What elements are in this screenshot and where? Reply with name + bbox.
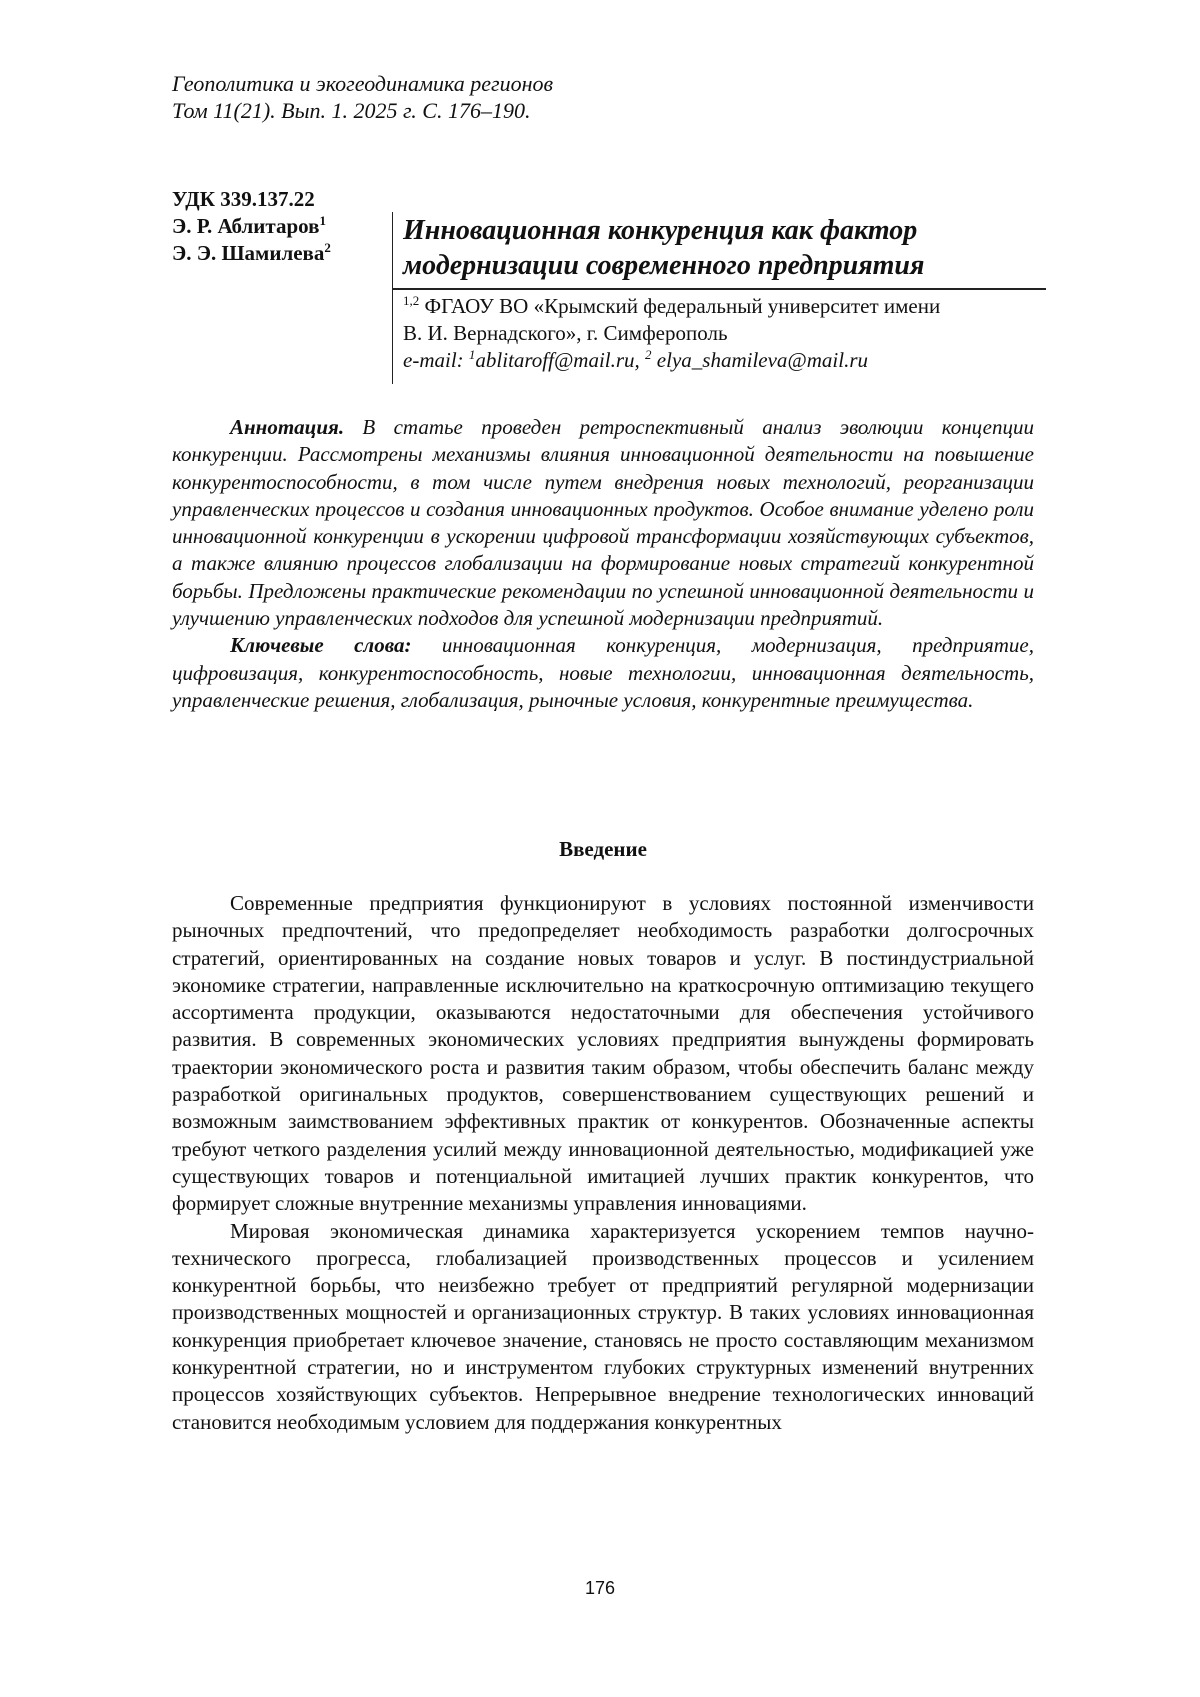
author [172,213,331,240]
author-name: Э. Р. Аблитаров [172,214,320,238]
keywords-paragraph [172,632,1034,714]
abstract-label: Аннотация. [230,415,345,439]
email-mark: 2 [645,347,652,362]
email-prefix: e-mail: [403,348,469,372]
abstract-block [172,414,1034,714]
vertical-divider [392,212,393,384]
title-line: модернизации современного предприятия [403,250,925,281]
email-mark: 1 [468,347,476,362]
email-link[interactable]: elya_shamileva@mail.ru [651,348,868,372]
email-line [403,347,1053,374]
author [172,240,331,267]
body-paragraph: Современные предприятия функционируют в условиях постоянной изменчивости рыночных предпочтений, что предопределяет необходимость разработки долгосрочных стратегий, ориентированных на создание новых товаров и услуг. В постиндустриальной экономике стратегии, направленные исключительно на краткосрочную оптимизацию текущего ассортимента продукции, оказываются недостаточными для обеспечения устойчивого развития. В современных экономических условиях предприятия вынуждены формировать траектории экономического роста и развития таким образом, чтобы обеспечить баланс между разработкой оригинальных продуктов, совершенствованием существующих решений и возможным заимствованием эффективных практик от конкурентов. Обозначенные аспекты требуют четкого разделения усилий между инновационной деятельностью, модификацией уже существующих товаров и потенциальной имитацией лучших практик конкурентов, что формирует сложные внутренние механизмы управления инновациями. [172,891,1034,1216]
journal-name: Геополитика и экогеодинамика регионов [172,71,554,96]
email-link[interactable]: ablitaroff@mail.ru, [475,348,646,372]
affiliation-text: ФГАОУ ВО «Крымский федеральный университет имени [419,294,941,318]
journal-header [172,70,553,124]
horizontal-divider [393,288,1046,290]
author-affiliation-mark: 1 [319,213,326,228]
author-list [172,213,331,267]
keywords-label: Ключевые слова: [230,633,412,658]
affiliation-block [403,293,1053,374]
affiliation-line [403,293,1053,320]
affiliation-mark: 1,2 [403,293,420,308]
title-line: Инновационная конкуренция как фактор [403,215,918,246]
abstract-text: В статье проведен ретроспективный анализ эволюции концепции конкуренции. Рассмотрены механизмы влияния инновационной деятельности на повышение конкурентоспособности, в том числе путем внедрения новых технологий, реорганизации управленческих процессов и создания инновационных продуктов. Особое внимание уделено роли инновационной конкуренции в ускорении цифровой трансформации хозяйствующих субъектов, а также влиянию процессов глобализации на формирование новых стратегий конкурентной борьбы. Предложены практические рекомендации по успешной инновационной деятельности и улучшению управленческих подходов для успешной модернизации предприятий. [172,415,1034,631]
article-title [403,213,1053,283]
affiliation-line: В. И. Вернадского», г. Симферополь [403,321,728,345]
keywords-text: инновационная конкуренция, модернизация, предприятие, цифровизация, конкурентоспособность, новые технологии, инновационная деятельность, управленческие решения, глобализация, рыночные условия, конкурентные преимущества. [172,633,1034,712]
udk-code: УДК 339.137.22 [172,187,315,211]
section-heading: Введение [559,837,647,861]
author-affiliation-mark: 2 [324,240,331,255]
body-paragraph: Мировая экономическая динамика характеризуется ускорением темпов научно-технического прогресса, глобализацией производственных процессов и усилением конкурентной борьбы, что неизбежно требует от предприятий регулярной модернизации производственных мощностей и организационных структур. В таких условиях инновационная конкуренция приобретает ключевое значение, становясь не просто составляющим механизмом конкурентной стратегии, но и инструментом глубоких структурных изменений внутренних процессов хозяйствующих субъектов. Непрерывное внедрение технологических инноваций становится необходимым условием для поддержания конкурентных [172,1218,1034,1434]
body-text [172,890,1034,1436]
abstract-paragraph [172,414,1034,632]
page-number: 176 [584,1578,616,1598]
author-name: Э. Э. Шамилева [172,241,325,265]
journal-issue: Том 11(21). Вып. 1. 2025 г. С. 176–190. [172,98,531,123]
